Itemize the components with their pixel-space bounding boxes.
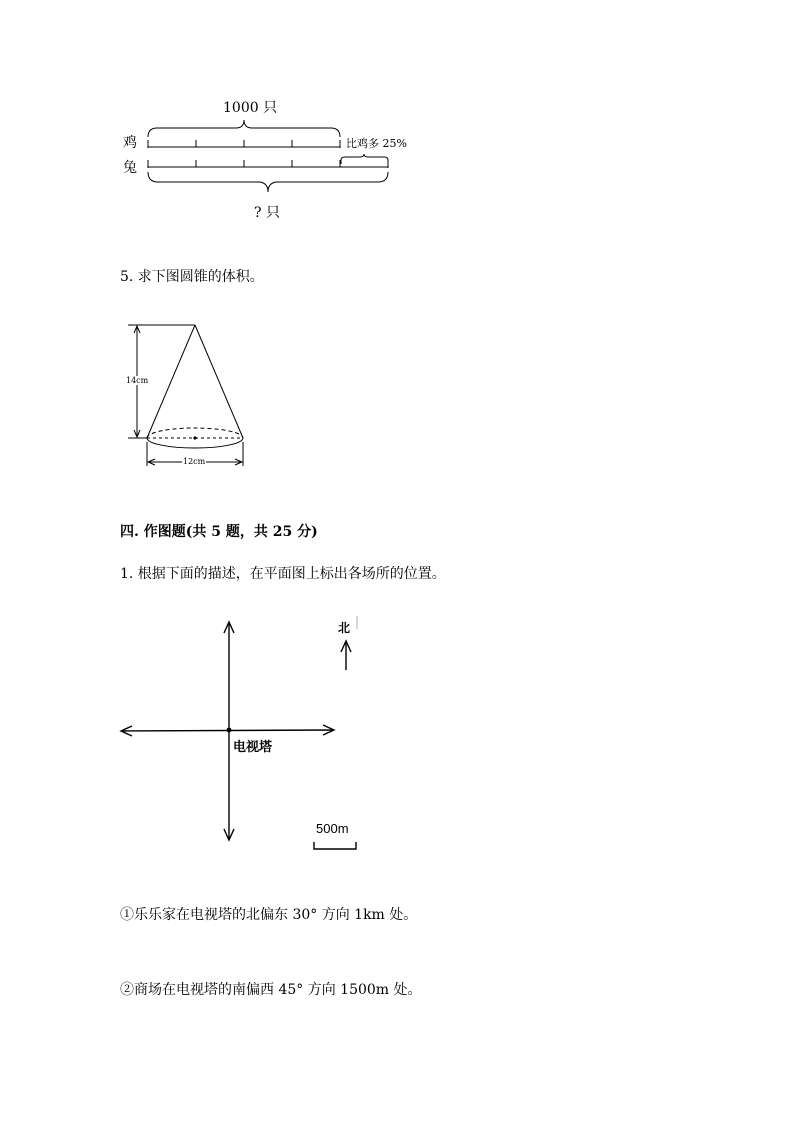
map-item-1: ①乐乐家在电视塔的北偏东 30° 方向 1km 处。 (120, 907, 418, 923)
question-1-text: 1. 根据下面的描述，在平面图上标出各场所的位置。 (120, 566, 446, 582)
top-total-label: 1000 只 (223, 100, 278, 116)
section-4-heading: 四. 作图题(共 5 题，共 25 分) (120, 524, 318, 540)
tv-tower-label: 电视塔 (233, 740, 273, 755)
question-5-text: 5. 求下图圆锥的体积。 (120, 269, 264, 285)
scale-bar (314, 842, 356, 849)
extra-percent-label: 比鸡多 25% (346, 137, 407, 150)
cone-diameter-label: 12cm (183, 457, 206, 466)
rabbit-label: 兔 (123, 160, 137, 176)
cone-height-label: 14cm (126, 376, 149, 385)
tv-tower-point (227, 728, 232, 733)
bottom-total-label: ? 只 (254, 205, 280, 221)
chicken-label: 鸡 (123, 135, 137, 151)
map-item-2: ②商场在电视塔的南偏西 45° 方向 1500m 处。 (120, 982, 422, 998)
scale-label: 500m (316, 821, 349, 836)
north-label: 北 (338, 621, 351, 635)
